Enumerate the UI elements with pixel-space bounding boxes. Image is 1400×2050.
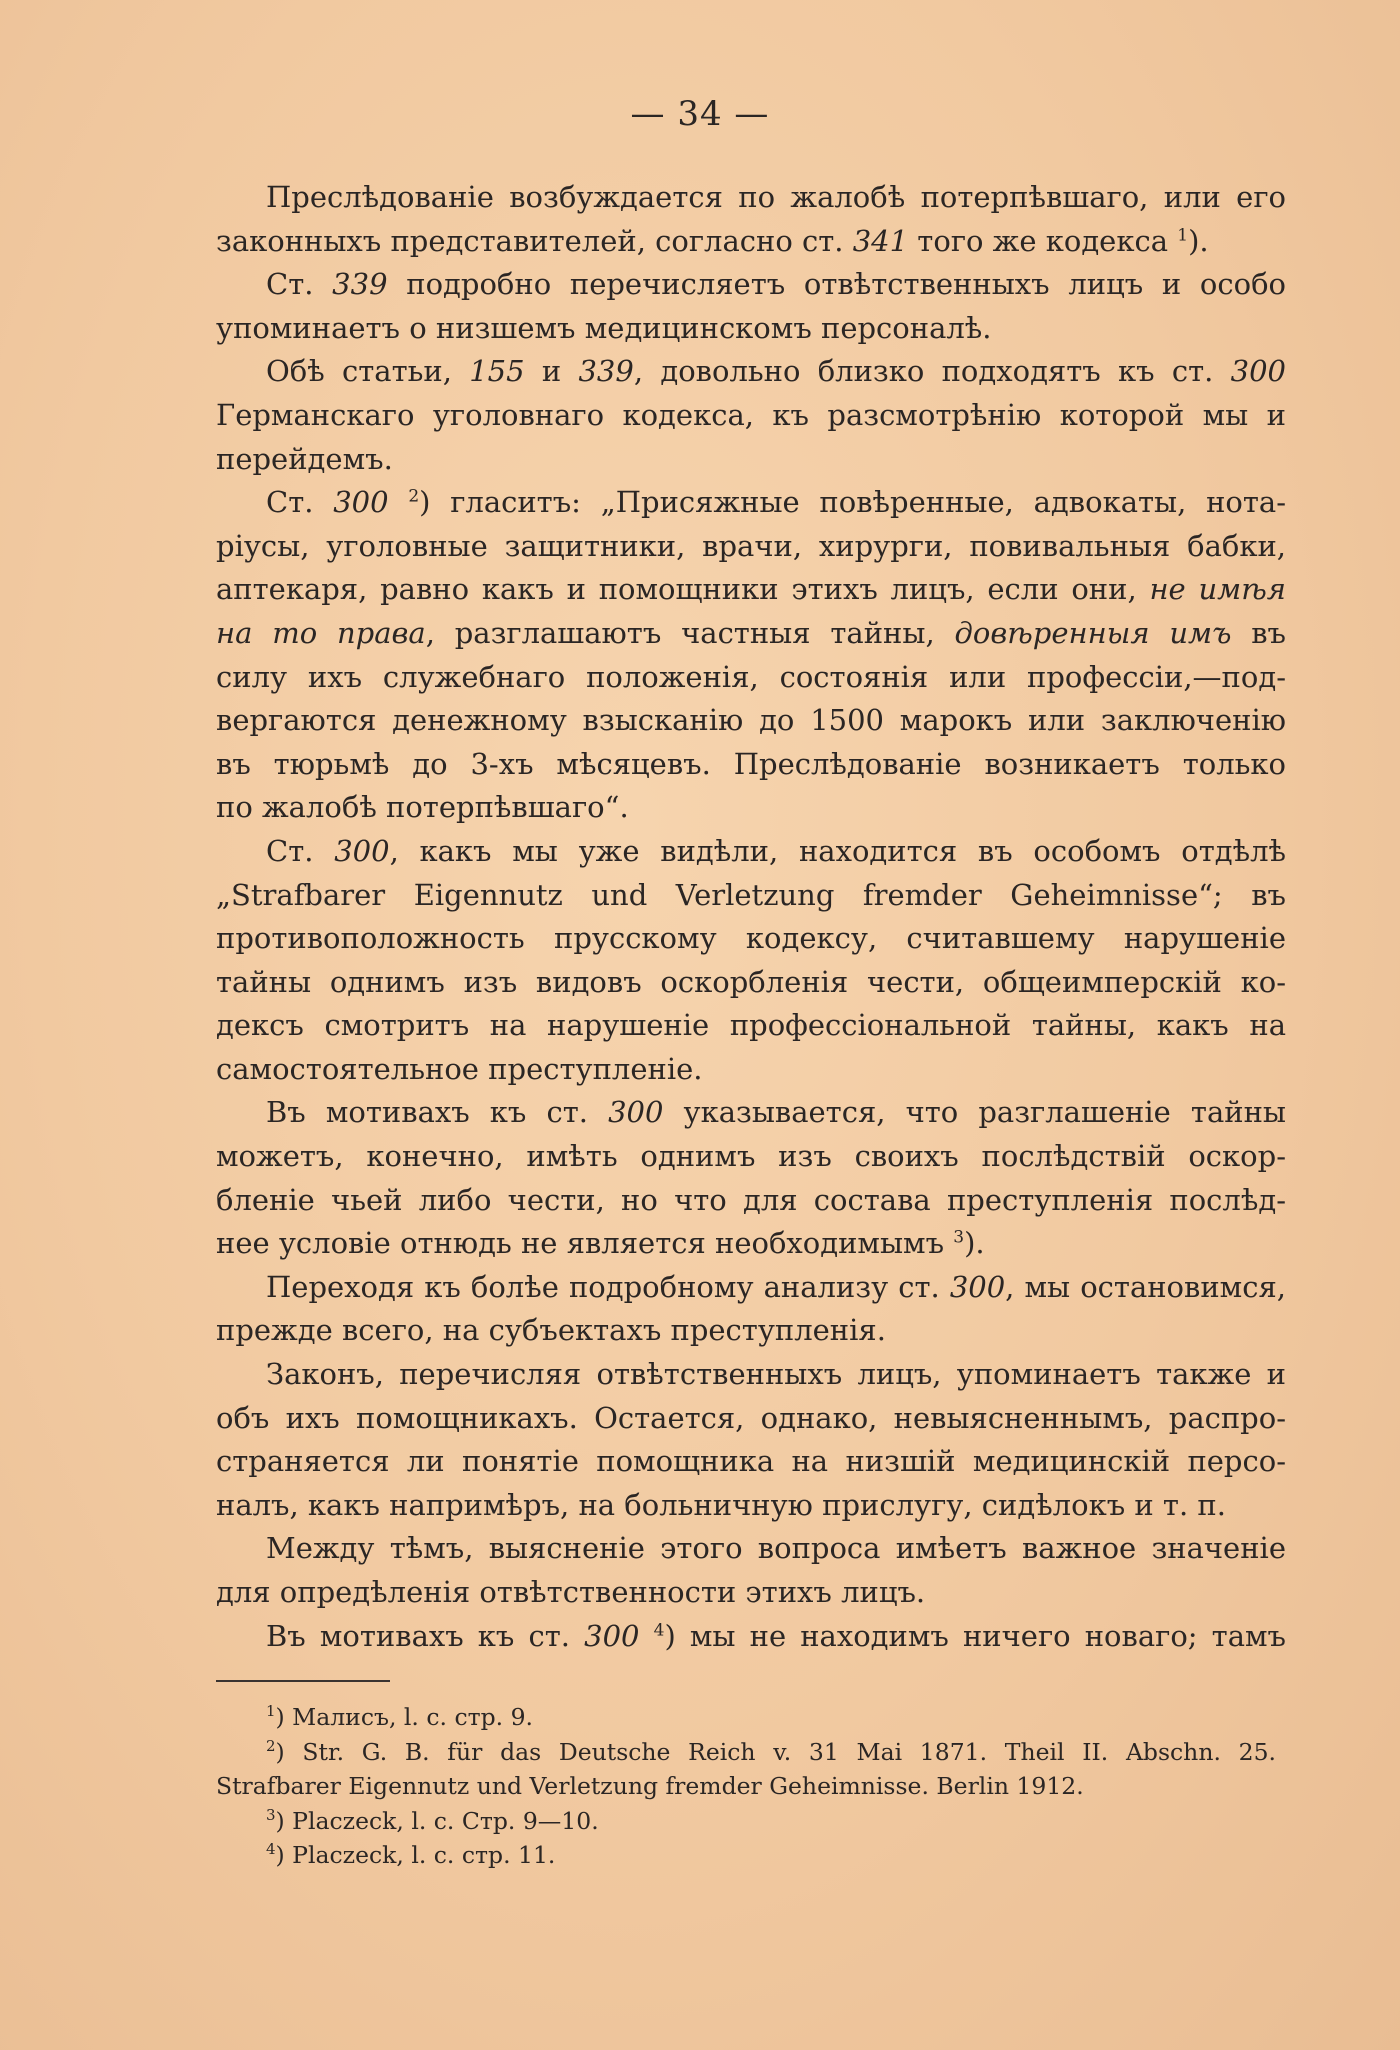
text-line (216, 1222, 1286, 1266)
text-run: въ тюрьмѣ до 3-хъ мѣсяцевъ. Преслѣдованіе возникаетъ только (216, 746, 1286, 781)
text-line (216, 1048, 1286, 1092)
text-run: законныхъ представителей, согласно ст. (216, 223, 853, 258)
text-line (216, 1615, 1286, 1659)
text-line (216, 786, 1286, 830)
text-run: перейдемъ. (216, 441, 393, 476)
footnote-marker: 4 (266, 1840, 276, 1859)
footnote-marker: 2 (266, 1736, 276, 1755)
italic-reference: 300 (608, 1095, 664, 1130)
text-run: Обѣ статьи, (266, 354, 470, 389)
text-run: въ (1231, 615, 1286, 650)
text-line (216, 612, 1286, 656)
italic-reference: 339 (578, 354, 634, 389)
italic-reference: 300 (333, 485, 389, 520)
text-line (216, 481, 1286, 525)
text-run: можетъ, конечно, имѣть однимъ изъ своихъ послѣдствій оскор- (216, 1139, 1286, 1174)
text-run: Въ мотивахъ къ ст. (266, 1095, 609, 1130)
text-line (216, 699, 1286, 743)
text-run: вергаются денежному взысканію до 1500 марокъ или заключенію (216, 703, 1286, 738)
italic-reference: 300 (584, 1618, 640, 1653)
footnote-marker: 4 (653, 1619, 665, 1640)
footnote (216, 1735, 1276, 1770)
text-run: Переходя къ болѣе подробному анализу ст. (266, 1269, 950, 1304)
text-run: объ ихъ помощникахъ. Остается, однако, невыясненнымъ, распро- (216, 1400, 1286, 1435)
text-line (216, 743, 1286, 787)
footnote (216, 1769, 1276, 1804)
italic-reference: на то права (216, 615, 426, 650)
text-run: Германскаго уголовнаго кодекса, къ разсмотрѣнію которой мы и (216, 397, 1286, 432)
text-line (216, 1484, 1286, 1528)
text-run: Преслѣдованіе возбуждается по жалобѣ потерпѣвшаго, или его (266, 180, 1286, 214)
text-line (216, 1004, 1286, 1048)
text-run: прежде всего, на субъектахъ преступленія. (216, 1313, 886, 1348)
text-line (216, 394, 1286, 438)
text-line (216, 917, 1286, 961)
text-run: Между тѣмъ, выясненіе этого вопроса имѣетъ важное значеніе (266, 1531, 1286, 1566)
paragraph (216, 350, 1286, 481)
paragraph (216, 1353, 1286, 1527)
text-run: указывается, что разглашеніе тайны (663, 1095, 1286, 1130)
text-run: самостоятельное преступленіе. (216, 1051, 703, 1086)
text-run: Strafbarer Eigennutz und Verletzung fremder Geheimnisse. Berlin 1912. (216, 1772, 1084, 1800)
text-run: ). (1188, 223, 1209, 258)
text-run: , какъ мы уже видѣли, находится въ особомъ отдѣлѣ (389, 833, 1286, 868)
footnote-separator (216, 1680, 390, 1682)
text-line (216, 1091, 1286, 1135)
text-run: Ст. (266, 833, 335, 868)
text-line (216, 874, 1286, 918)
footnote (216, 1700, 1276, 1735)
text-line (216, 1397, 1286, 1441)
paragraph (216, 1615, 1286, 1659)
text-line (216, 961, 1286, 1005)
footnote-marker: 2 (408, 486, 420, 507)
text-run: ) Малисъ, l. c. стр. 9. (275, 1703, 534, 1731)
paragraph (216, 1527, 1286, 1614)
text-line (216, 1353, 1286, 1397)
text-run: ) Str. G. B. für das Deutsche Reich v. 31 Mai 1871. Theil II. Abschn. 25. (275, 1737, 1276, 1766)
text-line (216, 220, 1286, 264)
footnotes (216, 1700, 1276, 1873)
text-run: Ст. (266, 267, 333, 302)
text-run: , разглашаютъ частныя тайны, (425, 615, 955, 650)
text-run: ) Placzeck, l. c. Стр. 9—10. (275, 1806, 599, 1835)
main-text (216, 176, 1286, 1658)
text-run (389, 485, 409, 519)
text-run: страняется ли понятіе помощника на низшій медицинскій персо- (216, 1444, 1286, 1479)
text-run: подробно перечисляетъ отвѣтственныхъ лицъ и особо (387, 267, 1286, 302)
italic-reference: 341 (852, 223, 909, 258)
paragraph (216, 263, 1286, 350)
text-line (216, 1179, 1286, 1223)
text-run: аптекаря, равно какъ и помощники этихъ лицъ, если они, (216, 572, 1150, 607)
text-line (216, 1266, 1286, 1310)
text-line (216, 525, 1286, 569)
paragraph (216, 830, 1286, 1092)
italic-reference: 155 (469, 354, 525, 389)
footnote-marker: 1 (266, 1702, 276, 1721)
text-run: ) гласитъ: „Присяжные повѣренные, адвокаты, нота- (419, 485, 1286, 520)
text-run: ) Placzeck, l. c. стр. 11. (275, 1841, 556, 1869)
text-run: для опредѣленія отвѣтственности этихъ лицъ. (216, 1575, 926, 1609)
text-run: налъ, какъ напримѣръ, на больничную прислугу, сидѣлокъ и т. п. (216, 1487, 1226, 1522)
text-line (216, 830, 1286, 874)
text-run (639, 1619, 653, 1653)
text-line (216, 1440, 1286, 1484)
text-line (216, 1571, 1286, 1615)
text-line (216, 350, 1286, 394)
text-line (216, 307, 1286, 351)
text-line (216, 1309, 1286, 1353)
footnote-marker: 3 (266, 1805, 276, 1824)
text-line (216, 1527, 1286, 1571)
text-run: ). (964, 1226, 985, 1261)
text-run: Ст. (266, 485, 334, 520)
text-line (216, 1135, 1286, 1179)
italic-reference: 300 (949, 1269, 1006, 1304)
text-run: упоминаетъ о низшемъ медицинскомъ персоналѣ. (216, 310, 992, 345)
text-run: дексъ смотритъ на нарушеніе профессіональной тайны, какъ на (216, 1008, 1286, 1043)
text-line (216, 263, 1286, 307)
italic-reference: довѣренныя имъ (954, 615, 1232, 650)
text-run: Законъ, перечисляя отвѣтственныхъ лицъ, упоминаетъ также и (266, 1357, 1286, 1392)
text-line (216, 438, 1286, 482)
text-run: противоположность прусскому кодексу, считавшему нарушеніе (216, 921, 1286, 956)
italic-reference: 339 (332, 267, 388, 302)
text-run: бленіе чьей либо чести, но что для состава преступленія послѣд- (216, 1182, 1286, 1217)
text-run: ріусы, уголовные защитники, врачи, хирурги, повивальныя бабки, (216, 528, 1286, 563)
italic-reference: 300 (1230, 354, 1286, 389)
text-run: по жалобѣ потерпѣвшаго“. (216, 790, 629, 825)
text-line (216, 176, 1286, 220)
text-line (216, 568, 1286, 612)
text-run: Въ мотивахъ къ ст. (266, 1618, 585, 1653)
text-run: „Strafbarer Eigennutz und Verletzung fremder Geheimnisse“; въ (216, 877, 1286, 912)
paragraph (216, 1266, 1286, 1353)
paragraph (216, 1091, 1286, 1265)
paragraph (216, 176, 1286, 263)
text-run: силу ихъ служебнаго положенія, состоянія или профессіи,—под- (216, 659, 1286, 694)
text-run: того же кодекса (908, 223, 1178, 258)
text-run: и (524, 354, 579, 389)
text-run: ) мы не находимъ ничего новаго; тамъ (664, 1618, 1286, 1653)
text-line (216, 656, 1286, 700)
italic-reference: 300 (334, 833, 390, 868)
text-run: , довольно близко подходятъ къ ст. (633, 354, 1231, 389)
footnote (216, 1838, 1276, 1873)
text-run: нее условіе отнюдь не является необходимымъ (216, 1226, 954, 1261)
footnote-marker: 1 (1177, 224, 1189, 245)
italic-reference: не имѣя (1149, 572, 1286, 607)
paragraph (216, 481, 1286, 830)
page-number: — 34 — (630, 94, 770, 134)
text-run: , мы остановимся, (1005, 1269, 1286, 1304)
footnote-marker: 3 (953, 1227, 965, 1248)
text-run: тайны однимъ изъ видовъ оскорбленія чести, общеимперскій ко- (216, 964, 1286, 999)
footnote (216, 1804, 1276, 1839)
